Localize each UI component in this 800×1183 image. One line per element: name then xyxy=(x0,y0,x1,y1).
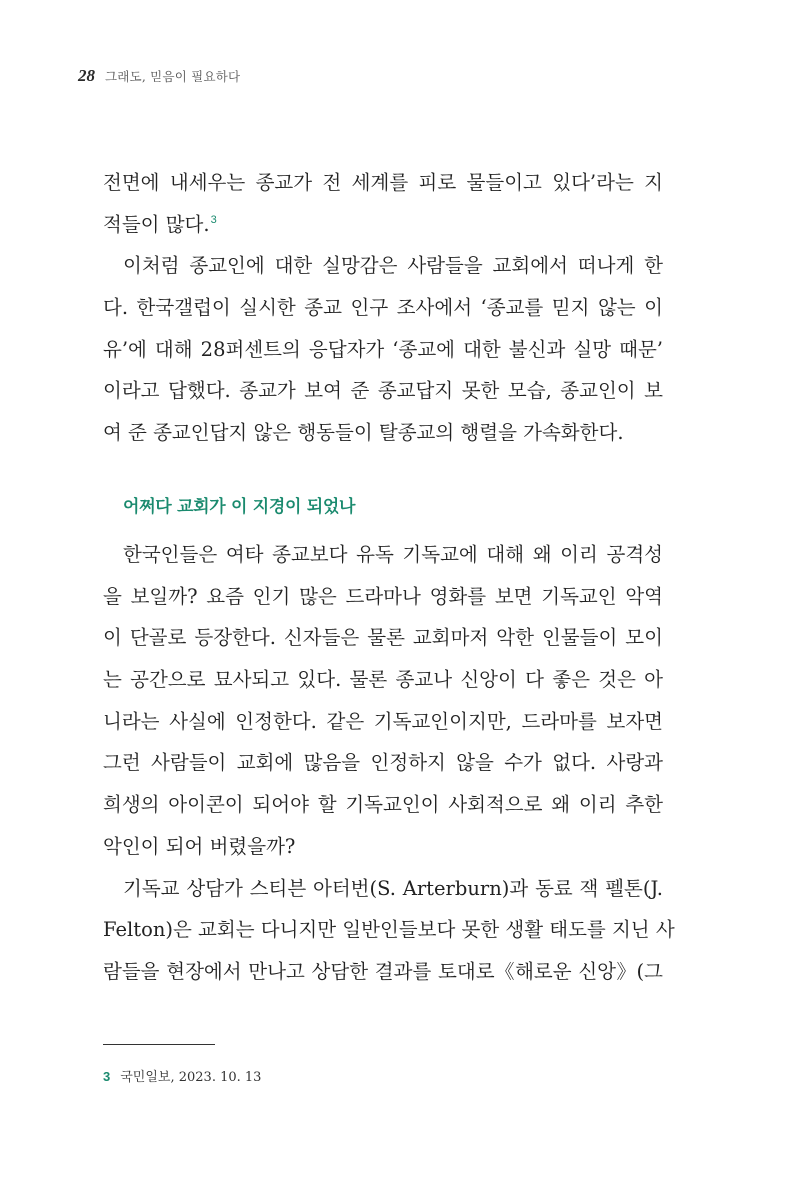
page-header xyxy=(78,66,240,88)
text-line: 희생의 아이콘이 되어야 할 기독교인이 사회적으로 왜 이리 추한 xyxy=(103,793,663,817)
running-title: 그래도, 믿음이 필요하다 xyxy=(105,69,241,84)
body-text-section-2 xyxy=(103,534,675,993)
footnote-number: 3 xyxy=(103,1069,111,1084)
page-number: 28 xyxy=(78,66,95,85)
text-line-with-footnote xyxy=(103,204,663,246)
text-line: 기독교 상담가 스티븐 아터번(S. Arterburn)과 동료 잭 펠톤(J. xyxy=(123,876,663,900)
text-line: 을 보일까? 요즘 인기 많은 드라마나 영화를 보면 기독교인 악역 xyxy=(103,584,663,608)
section-heading: 어쩌다 교회가 이 지경이 되었나 xyxy=(123,497,356,517)
text-line: 전면에 내세우는 종교가 전 세계를 피로 물들이고 있다’라는 지 xyxy=(103,171,663,194)
footnote-text: 국민일보, 2023. 10. 13 xyxy=(120,1070,262,1085)
text-line: Felton)은 교회는 다니지만 일반인들보다 못한 생활 태도를 지닌 사 xyxy=(103,918,675,942)
footnote xyxy=(103,1066,261,1085)
text-line: 이처럼 종교인에 대한 실망감은 사람들을 교회에서 떠나게 한 xyxy=(123,254,663,278)
text-line: 이 단골로 등장한다. 신자들은 물론 교회마저 악한 인물들이 모이 xyxy=(103,626,663,650)
text-line: 악인이 되어 버렸을까? xyxy=(103,834,296,858)
text-line: 는 공간으로 묘사되고 있다. 물론 종교나 신앙이 다 좋은 것은 아 xyxy=(103,668,663,692)
text-line: 그런 사람들이 교회에 많음을 인정하지 않을 수가 없다. 사랑과 xyxy=(103,751,663,775)
text-line: 한국인들은 여타 종교보다 유독 기독교에 대해 왜 이리 공격성 xyxy=(123,543,663,566)
text-line: 여 준 종교인답지 않은 행동들이 탈종교의 행렬을 가속화한다. xyxy=(103,421,624,445)
text-line: 람들을 현장에서 만나고 상담한 결과를 토대로《해로운 신앙》(그 xyxy=(103,959,663,983)
text-line: 이라고 답했다. 종교가 보여 준 종교답지 못한 모습, 종교인이 보 xyxy=(103,379,663,403)
footnote-divider xyxy=(103,1044,215,1045)
footnote-reference[interactable]: 3 xyxy=(210,214,217,227)
body-text-section-1 xyxy=(103,162,663,454)
text-line: 다. 한국갤럽이 실시한 종교 인구 조사에서 ‘종교를 믿지 않는 이 xyxy=(103,296,663,320)
text-line: 니라는 사실에 인정한다. 같은 기독교인이지만, 드라마를 보자면 xyxy=(103,709,663,733)
text-line: 유’에 대해 28퍼센트의 응답자가 ‘종교에 대한 불신과 실망 때문’ xyxy=(103,337,663,361)
text-line-content: 적들이 많다. xyxy=(103,212,210,236)
